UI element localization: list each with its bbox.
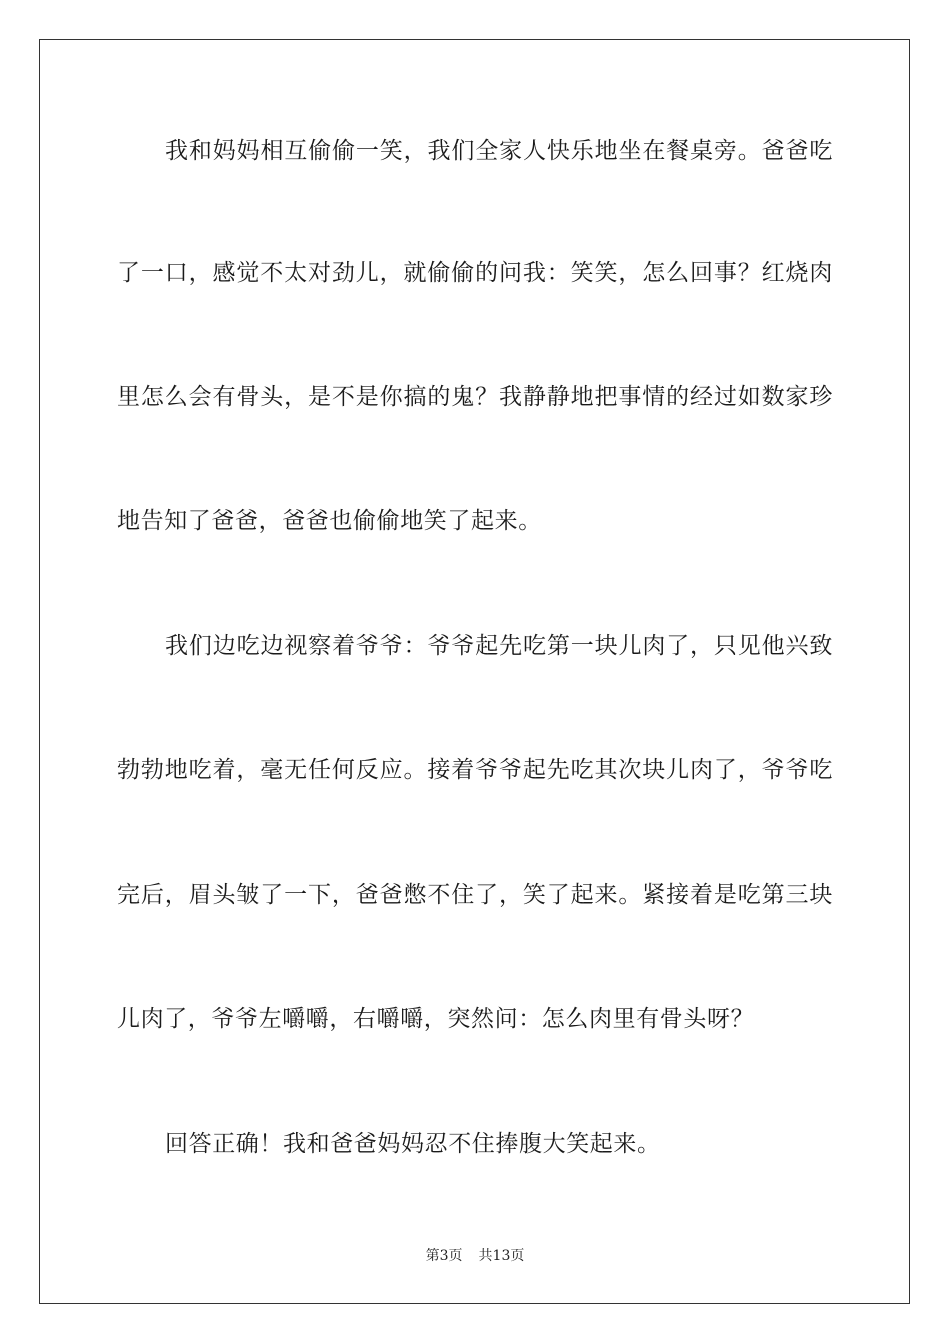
paragraph-1-line-3: 里怎么会有骨头，是不是你搞的鬼？我静静地把事情的经过如数家珍 [117,384,833,410]
paragraph-2-line-2: 勃勃地吃着，毫无任何反应。接着爷爷起先吃其次块儿肉了，爷爷吃 [117,757,833,783]
paragraph-1-line-2: 了一口，感觉不太对劲儿，就偷偷的问我：笑笑，怎么回事？红烧肉 [117,260,833,286]
paragraph-1-line-4: 地告知了爸爸，爸爸也偷偷地笑了起来。 [117,508,542,534]
page-total: 共13页 [478,1248,525,1264]
paragraph-1-line-1: 我和妈妈相互偷偷一笑，我们全家人快乐地坐在餐桌旁。爸爸吃 [165,138,833,164]
paragraph-3-line-1: 回答正确！我和爸爸妈妈忍不住捧腹大笑起来。 [165,1131,661,1157]
paragraph-2-line-4: 儿肉了，爷爷左嚼嚼，右嚼嚼，突然问：怎么肉里有骨头呀？ [117,1006,755,1032]
paragraph-2-line-1: 我们边吃边视察着爷爷：爷爷起先吃第一块儿肉了，只见他兴致 [165,633,833,659]
page-number: 第3页 [425,1248,463,1264]
page-footer [0,1246,950,1266]
page-border [39,39,910,1304]
paragraph-2-line-3: 完后，眉头皱了一下，爸爸憋不住了，笑了起来。紧接着是吃第三块 [117,882,833,908]
